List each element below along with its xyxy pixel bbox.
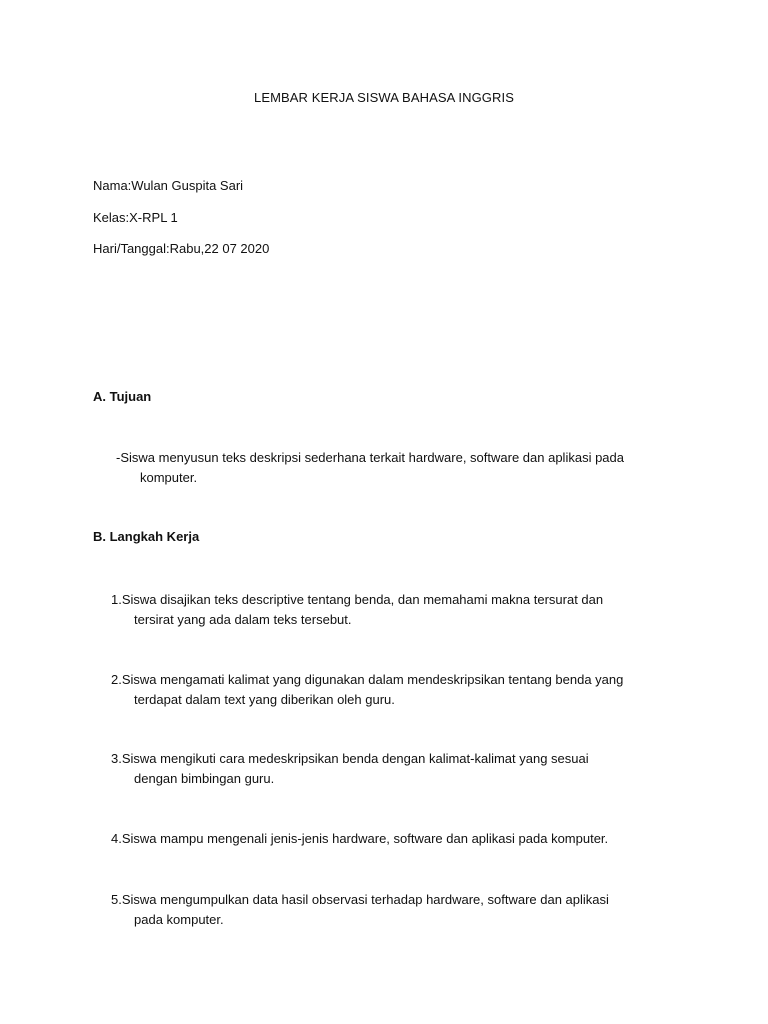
step-5-line-1: 5.Siswa mengumpulkan data hasil observasi terhadap hardware, software dan aplikasi: [111, 892, 609, 907]
step-4-line-1: 4.Siswa mampu mengenali jenis-jenis hardware, software dan aplikasi pada komputer.: [111, 831, 609, 846]
section-a-heading: A. Tujuan: [93, 389, 152, 404]
step-1-line-2: tersirat yang ada dalam teks tersebut.: [134, 612, 352, 627]
goal-item: [116, 448, 624, 488]
step-3-line-1: 3.Siswa mengikuti cara medeskripsikan benda dengan kalimat-kalimat yang sesuai: [111, 751, 589, 766]
step-5-line-2: pada komputer.: [134, 912, 224, 927]
student-class: Kelas:X-RPL 1: [93, 210, 178, 225]
step-2-line-2: terdapat dalam text yang diberikan oleh guru.: [134, 692, 395, 707]
step-item-2: [111, 670, 623, 710]
section-b-heading: B. Langkah Kerja: [93, 529, 200, 544]
step-item-1: [111, 590, 603, 630]
step-2-line-1: 2.Siswa mengamati kalimat yang digunakan dalam mendeskripsikan tentang benda yang: [111, 672, 624, 687]
step-item-3: [111, 749, 589, 789]
step-item-4: [111, 829, 608, 849]
step-item-5: [111, 890, 609, 930]
goal-line-1: -Siswa menyusun teks deskripsi sederhana terkait hardware, software dan aplikasi pada: [116, 450, 624, 465]
goal-line-2: komputer.: [140, 470, 198, 485]
step-1-line-1: 1.Siswa disajikan teks descriptive tentang benda, dan memahami makna tersurat dan: [111, 592, 604, 607]
student-name: Nama:Wulan Guspita Sari: [93, 178, 244, 193]
document-title: LEMBAR KERJA SISWA BAHASA INGGRIS: [253, 90, 514, 105]
date-line: Hari/Tanggal:Rabu,22 07 2020: [93, 241, 270, 256]
step-3-line-2: dengan bimbingan guru.: [134, 771, 275, 786]
